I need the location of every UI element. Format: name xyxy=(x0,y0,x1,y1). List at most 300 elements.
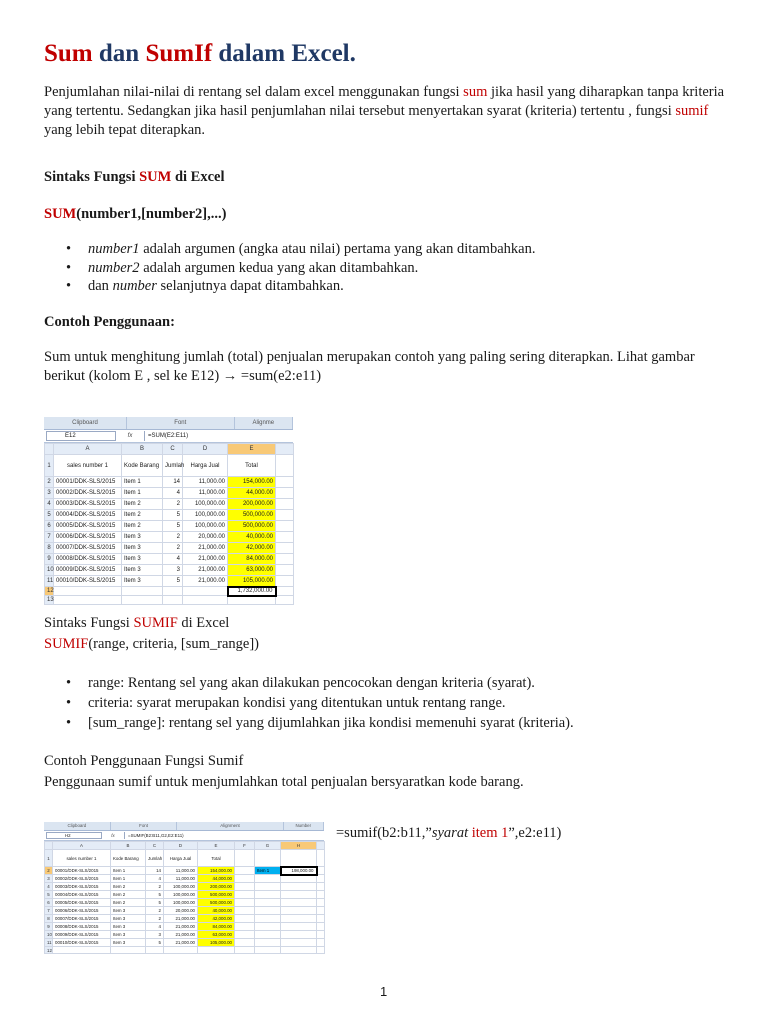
kode-barang-cell[interactable]: Item 1 xyxy=(111,875,146,883)
sum-syntax xyxy=(44,205,226,224)
cell[interactable] xyxy=(163,587,183,596)
column-header[interactable]: A xyxy=(53,842,111,850)
total-cell[interactable]: 84,000.00 xyxy=(198,923,235,931)
header-cell[interactable]: Total xyxy=(228,455,276,477)
kode-barang-cell[interactable]: Item 1 xyxy=(111,867,146,875)
table-row xyxy=(45,907,325,915)
total-cell[interactable]: 40,000.00 xyxy=(228,532,276,543)
header-cell[interactable]: Harga Jual xyxy=(183,455,228,477)
harga-jual-cell[interactable]: 100,000.00 xyxy=(164,883,198,891)
sales-number-cell[interactable]: 00002/DDK-SLS/2015 xyxy=(53,875,111,883)
column-header[interactable]: A xyxy=(54,444,122,455)
jumlah-cell[interactable]: 4 xyxy=(163,488,183,499)
cell[interactable] xyxy=(276,532,294,543)
sum-example-text xyxy=(44,348,734,386)
cell[interactable] xyxy=(281,883,317,891)
table-row xyxy=(45,499,294,510)
harga-jual-cell[interactable]: 11,000.00 xyxy=(164,867,198,875)
cell[interactable] xyxy=(54,587,122,596)
sales-number-cell[interactable]: 00002/DDK-SLS/2015 xyxy=(54,488,122,499)
sales-number-cell[interactable]: 00007/DDK-SLS/2015 xyxy=(53,915,111,923)
sumif-syntax-args: (range, criteria, [sum_range]) xyxy=(88,636,260,652)
header-cell[interactable]: sales number 1 xyxy=(54,455,122,477)
sales-number-cell[interactable]: 00009/DDK-SLS/2015 xyxy=(54,565,122,576)
harga-jual-cell[interactable]: 20,000.00 xyxy=(164,907,198,915)
cell[interactable] xyxy=(317,850,325,867)
jumlah-cell[interactable]: 4 xyxy=(146,875,164,883)
cell[interactable] xyxy=(281,907,317,915)
column-header[interactable]: E xyxy=(198,842,235,850)
harga-jual-cell[interactable]: 11,000.00 xyxy=(183,477,228,488)
row-header[interactable]: 6 xyxy=(45,521,54,532)
jumlah-cell[interactable]: 2 xyxy=(146,883,164,891)
table-row xyxy=(45,565,294,576)
cell[interactable] xyxy=(235,850,255,867)
sumif-example-text: Penggunaan sumif untuk menjumlahkan total penjualan bersyaratkan kode barang. xyxy=(44,774,524,790)
cell[interactable] xyxy=(276,521,294,532)
cell[interactable] xyxy=(317,939,325,947)
column-header[interactable]: D xyxy=(164,842,198,850)
table-row xyxy=(45,899,325,907)
kode-barang-cell[interactable]: Item 3 xyxy=(111,907,146,915)
arg-name: number2 xyxy=(88,259,140,276)
row-header[interactable]: 6 xyxy=(45,899,53,907)
harga-jual-cell[interactable]: 100,000.00 xyxy=(164,899,198,907)
cell[interactable] xyxy=(255,923,281,931)
row-header[interactable]: 13 xyxy=(45,596,54,605)
kode-barang-cell[interactable]: Item 1 xyxy=(122,477,163,488)
sheet-grid xyxy=(44,443,294,605)
sales-number-cell[interactable]: 00004/DDK-SLS/2015 xyxy=(54,510,122,521)
jumlah-cell[interactable]: 5 xyxy=(146,891,164,899)
column-header[interactable]: B xyxy=(122,444,163,455)
intro-sum-keyword: sum xyxy=(463,84,488,100)
kode-barang-cell[interactable]: Item 2 xyxy=(111,891,146,899)
header-cell[interactable]: Jumlah xyxy=(146,850,164,867)
formula-bar xyxy=(44,430,293,443)
row-header[interactable]: 2 xyxy=(45,867,53,875)
jumlah-cell[interactable]: 4 xyxy=(163,554,183,565)
cell[interactable] xyxy=(317,915,325,923)
formula-bar xyxy=(44,831,324,841)
page-number: 1 xyxy=(380,984,388,999)
cell[interactable] xyxy=(54,596,122,605)
fx-icon: fx xyxy=(127,433,133,439)
harga-jual-cell[interactable]: 11,000.00 xyxy=(164,875,198,883)
cell[interactable] xyxy=(255,915,281,923)
title-dan: dan xyxy=(98,40,140,67)
row-header[interactable]: 10 xyxy=(45,931,53,939)
jumlah-cell[interactable]: 3 xyxy=(163,565,183,576)
cell[interactable] xyxy=(317,867,325,875)
table-row xyxy=(45,891,325,899)
cell[interactable] xyxy=(235,899,255,907)
jumlah-cell[interactable]: 2 xyxy=(163,532,183,543)
page-title xyxy=(44,40,356,68)
total-cell[interactable]: 500,000.00 xyxy=(228,521,276,532)
harga-jual-cell[interactable]: 100,000.00 xyxy=(183,499,228,510)
harga-jual-cell[interactable]: 21,000.00 xyxy=(164,923,198,931)
cell[interactable] xyxy=(235,891,255,899)
harga-jual-cell[interactable]: 100,000.00 xyxy=(164,891,198,899)
sales-number-cell[interactable]: 00009/DDK-SLS/2015 xyxy=(53,931,111,939)
total-cell[interactable]: 500,000.00 xyxy=(198,891,235,899)
total-cell[interactable]: 63,000.00 xyxy=(228,565,276,576)
row-header[interactable]: 4 xyxy=(45,883,53,891)
name-box[interactable]: E12 xyxy=(46,431,116,441)
cell[interactable] xyxy=(281,915,317,923)
row-header[interactable]: 8 xyxy=(45,543,54,554)
sumif-heading-pre: Sintaks Fungsi xyxy=(44,615,130,631)
cell[interactable] xyxy=(255,939,281,947)
cell[interactable] xyxy=(235,907,255,915)
row-header[interactable]: 3 xyxy=(45,488,54,499)
total-cell[interactable]: 105,000.00 xyxy=(228,576,276,587)
sales-number-cell[interactable]: 00001/DDK-SLS/2015 xyxy=(54,477,122,488)
jumlah-cell[interactable]: 4 xyxy=(146,923,164,931)
cell[interactable] xyxy=(183,587,228,596)
cell[interactable] xyxy=(235,875,255,883)
row-header[interactable]: 12 xyxy=(45,947,53,954)
harga-jual-cell[interactable]: 21,000.00 xyxy=(183,543,228,554)
cell[interactable] xyxy=(276,455,294,477)
jumlah-cell[interactable]: 5 xyxy=(163,521,183,532)
sumif-syntax xyxy=(44,635,259,654)
column-header[interactable]: B xyxy=(111,842,146,850)
formula-input[interactable]: =SUM(E2:E11) xyxy=(144,431,293,441)
sales-number-cell[interactable]: 00010/DDK-SLS/2015 xyxy=(53,939,111,947)
table-row xyxy=(45,488,294,499)
jumlah-cell[interactable]: 5 xyxy=(146,939,164,947)
row-header[interactable]: 5 xyxy=(45,510,54,521)
column-header[interactable]: F xyxy=(235,842,255,850)
table-row xyxy=(45,923,325,931)
cell[interactable] xyxy=(198,947,235,954)
ribbon-font: Font xyxy=(127,417,235,429)
ribbon-alignment: Alignme xyxy=(235,417,293,429)
kode-barang-cell[interactable]: Item 1 xyxy=(122,488,163,499)
row-header[interactable]: 11 xyxy=(45,576,54,587)
formula-syarat: syarat xyxy=(431,825,469,841)
ribbon-group-bar xyxy=(44,417,293,430)
name-box[interactable]: H2 xyxy=(46,832,102,839)
kode-barang-cell[interactable]: Item 3 xyxy=(122,554,163,565)
criteria-cell[interactable]: Item 1 xyxy=(255,867,281,875)
sales-number-cell[interactable]: 00003/DDK-SLS/2015 xyxy=(53,883,111,891)
cell[interactable] xyxy=(281,891,317,899)
table-row xyxy=(45,510,294,521)
arrow-icon: → xyxy=(222,368,238,384)
header-cell[interactable]: sales number 1 xyxy=(53,850,111,867)
harga-jual-cell[interactable]: 21,000.00 xyxy=(164,931,198,939)
kode-barang-cell[interactable]: Item 3 xyxy=(111,931,146,939)
harga-jual-cell[interactable]: 100,000.00 xyxy=(183,521,228,532)
sum-syntax-heading xyxy=(44,168,225,187)
formula-input[interactable]: =SUMIF(B2:B11,G2,E2:E11) xyxy=(124,832,324,839)
column-header[interactable]: G xyxy=(255,842,281,850)
cell[interactable] xyxy=(276,596,294,605)
cell[interactable] xyxy=(122,596,163,605)
total-cell[interactable]: 40,000.00 xyxy=(198,907,235,915)
jumlah-cell[interactable]: 2 xyxy=(163,499,183,510)
sales-number-cell[interactable]: 00006/DDK-SLS/2015 xyxy=(53,907,111,915)
sumif-heading-fn: SUMIF xyxy=(133,615,178,631)
cell[interactable] xyxy=(317,891,325,899)
table-row xyxy=(45,576,294,587)
jumlah-cell[interactable]: 2 xyxy=(163,543,183,554)
total-cell[interactable]: 1,732,000.00 xyxy=(228,587,276,596)
cell[interactable] xyxy=(53,947,111,954)
cell[interactable] xyxy=(164,947,198,954)
total-cell[interactable]: 84,000.00 xyxy=(228,554,276,565)
total-cell[interactable]: 105,000.00 xyxy=(198,939,235,947)
cell[interactable] xyxy=(281,875,317,883)
cell[interactable] xyxy=(255,875,281,883)
column-header[interactable] xyxy=(276,444,294,455)
jumlah-cell[interactable]: 2 xyxy=(146,915,164,923)
formula-post: ”,e2:e11) xyxy=(508,825,562,841)
sales-number-cell[interactable]: 00004/DDK-SLS/2015 xyxy=(53,891,111,899)
arg-desc: adalah argumen kedua yang akan ditambahkan. xyxy=(139,259,419,276)
cell[interactable] xyxy=(281,931,317,939)
cell[interactable] xyxy=(146,947,164,954)
kode-barang-cell[interactable]: Item 3 xyxy=(122,576,163,587)
total-cell[interactable]: 154,000.00 xyxy=(198,867,235,875)
sum-heading-fn: SUM xyxy=(139,169,172,185)
sum-example-heading: Contoh Penggunaan: xyxy=(44,314,175,330)
cell[interactable] xyxy=(183,596,228,605)
row-header[interactable]: 7 xyxy=(45,532,54,543)
title-sumif: SumIf xyxy=(145,40,213,67)
cell[interactable] xyxy=(317,947,325,954)
jumlah-cell[interactable]: 3 xyxy=(146,931,164,939)
cell[interactable] xyxy=(235,867,255,875)
cell[interactable] xyxy=(276,565,294,576)
row-header[interactable]: 1 xyxy=(45,850,53,867)
cell[interactable] xyxy=(163,596,183,605)
cell[interactable] xyxy=(111,947,146,954)
cell[interactable] xyxy=(317,875,325,883)
harga-jual-cell[interactable]: 21,000.00 xyxy=(183,554,228,565)
header-cell[interactable]: Kode Barang xyxy=(111,850,146,867)
jumlah-cell[interactable]: 5 xyxy=(163,576,183,587)
row-header[interactable]: 12 xyxy=(45,587,54,596)
cell[interactable] xyxy=(235,915,255,923)
total-cell[interactable]: 500,000.00 xyxy=(228,510,276,521)
cell[interactable] xyxy=(281,923,317,931)
column-header[interactable]: C xyxy=(163,444,183,455)
total-cell[interactable]: 200,000.00 xyxy=(198,883,235,891)
sales-number-cell[interactable]: 00007/DDK-SLS/2015 xyxy=(54,543,122,554)
cell[interactable] xyxy=(235,931,255,939)
row-header[interactable]: 4 xyxy=(45,499,54,510)
kode-barang-cell[interactable]: Item 2 xyxy=(122,521,163,532)
cell[interactable] xyxy=(281,939,317,947)
cell[interactable] xyxy=(235,883,255,891)
total-cell[interactable]: 44,000.00 xyxy=(198,875,235,883)
cell[interactable] xyxy=(255,891,281,899)
cell[interactable] xyxy=(276,543,294,554)
list-item xyxy=(44,259,734,278)
sumif-result-cell[interactable]: 198,000.00 xyxy=(281,867,317,875)
cell[interactable] xyxy=(255,931,281,939)
cell[interactable] xyxy=(276,477,294,488)
cell[interactable] xyxy=(281,899,317,907)
total-cell[interactable]: 63,000.00 xyxy=(198,931,235,939)
list-item: • [sum_range]: rentang sel yang dijumlahkan jika kondisi memenuhi syarat (kriteria). xyxy=(44,713,734,733)
table-row xyxy=(45,521,294,532)
cell[interactable] xyxy=(281,850,317,867)
sales-number-cell[interactable]: 00010/DDK-SLS/2015 xyxy=(54,576,122,587)
sales-number-cell[interactable]: 00008/DDK-SLS/2015 xyxy=(54,554,122,565)
row-header[interactable]: 7 xyxy=(45,907,53,915)
sumif-heading-post: di Excel xyxy=(181,615,230,631)
jumlah-cell[interactable]: 5 xyxy=(163,510,183,521)
row-header[interactable]: 8 xyxy=(45,915,53,923)
header-cell[interactable]: Jumlah xyxy=(163,455,183,477)
kode-barang-cell[interactable]: Item 2 xyxy=(111,883,146,891)
jumlah-cell[interactable]: 5 xyxy=(146,899,164,907)
row-header[interactable]: 5 xyxy=(45,891,53,899)
ribbon-font: Font xyxy=(111,822,178,830)
sum-syntax-args: (number1,[number2],...) xyxy=(76,206,227,222)
sales-number-cell[interactable]: 00001/DDK-SLS/2015 xyxy=(53,867,111,875)
cell[interactable] xyxy=(317,883,325,891)
row-header[interactable]: 9 xyxy=(45,554,54,565)
jumlah-cell[interactable]: 2 xyxy=(146,907,164,915)
column-header[interactable]: D xyxy=(183,444,228,455)
harga-jual-cell[interactable]: 21,000.00 xyxy=(183,565,228,576)
column-header[interactable]: C xyxy=(146,842,164,850)
header-cell[interactable]: Harga Jual xyxy=(164,850,198,867)
cell[interactable] xyxy=(235,947,255,954)
cell[interactable] xyxy=(235,923,255,931)
jumlah-cell[interactable]: 14 xyxy=(146,867,164,875)
arg-desc: selanjutnya dapat ditambahkan. xyxy=(156,278,344,294)
total-cell[interactable]: 500,000.00 xyxy=(198,899,235,907)
kode-barang-cell[interactable]: Item 3 xyxy=(111,923,146,931)
row-header[interactable]: 3 xyxy=(45,875,53,883)
intro-text-1: Penjumlahan nilai-nilai di rentang sel dalam excel menggunakan fungsi xyxy=(44,84,460,100)
cell[interactable] xyxy=(317,899,325,907)
title-sum: Sum xyxy=(44,40,93,67)
kode-barang-cell[interactable]: Item 2 xyxy=(111,899,146,907)
sum-syntax-fn: SUM xyxy=(44,206,77,222)
intro-sumif-keyword: sumif xyxy=(675,103,709,119)
table-row xyxy=(45,931,325,939)
sum-spreadsheet-screenshot xyxy=(44,417,293,603)
cell[interactable] xyxy=(281,947,317,954)
table-row xyxy=(45,915,325,923)
cell[interactable] xyxy=(235,939,255,947)
total-cell[interactable]: 42,000.00 xyxy=(228,543,276,554)
title-rest: dalam Excel. xyxy=(218,40,356,67)
row-header[interactable]: 9 xyxy=(45,923,53,931)
harga-jual-cell[interactable]: 21,000.00 xyxy=(164,939,198,947)
cell[interactable] xyxy=(276,499,294,510)
sumif-example-formula xyxy=(336,824,561,843)
jumlah-cell[interactable]: 14 xyxy=(163,477,183,488)
total-cell[interactable]: 42,000.00 xyxy=(198,915,235,923)
kode-barang-cell[interactable]: Item 3 xyxy=(122,543,163,554)
sheet-grid xyxy=(44,841,325,954)
table-row xyxy=(45,477,294,488)
cell[interactable] xyxy=(255,907,281,915)
cell[interactable] xyxy=(276,587,294,596)
sumif-argument-list xyxy=(44,673,734,733)
kode-barang-cell[interactable]: Item 3 xyxy=(122,565,163,576)
kode-barang-cell[interactable]: Item 2 xyxy=(122,499,163,510)
cell[interactable] xyxy=(255,850,281,867)
cell[interactable] xyxy=(255,899,281,907)
total-cell[interactable]: 44,000.00 xyxy=(228,488,276,499)
row-header[interactable]: 10 xyxy=(45,565,54,576)
sum-example-formula: =sum(e2:e11) xyxy=(240,368,322,384)
formula-pre: =sumif(b2:b11,” xyxy=(336,825,432,841)
table-row xyxy=(45,883,325,891)
column-header[interactable] xyxy=(317,842,325,850)
sum-heading-pre: Sintaks Fungsi xyxy=(44,169,136,185)
sales-number-cell[interactable]: 00008/DDK-SLS/2015 xyxy=(53,923,111,931)
harga-jual-cell[interactable]: 21,000.00 xyxy=(164,915,198,923)
cell[interactable] xyxy=(122,587,163,596)
row-header[interactable]: 1 xyxy=(45,455,54,477)
cell[interactable] xyxy=(317,923,325,931)
ribbon-group-bar xyxy=(44,822,324,831)
kode-barang-cell[interactable]: Item 2 xyxy=(122,510,163,521)
kode-barang-cell[interactable]: Item 3 xyxy=(122,532,163,543)
column-header[interactable]: E xyxy=(228,444,276,455)
sales-number-cell[interactable]: 00003/DDK-SLS/2015 xyxy=(54,499,122,510)
sales-number-cell[interactable]: 00005/DDK-SLS/2015 xyxy=(53,899,111,907)
sales-number-cell[interactable]: 00005/DDK-SLS/2015 xyxy=(54,521,122,532)
intro-text-3: yang lebih tepat diterapkan. xyxy=(44,122,206,138)
sum-example-body: Sum untuk menghitung jumlah (total) penjualan merupakan contoh yang paling sering diterapkan. Lihat gambar berikut (kolom E , sel ke E12) xyxy=(44,349,695,384)
table-row xyxy=(45,867,325,875)
cell[interactable] xyxy=(317,931,325,939)
column-header[interactable]: H xyxy=(281,842,317,850)
cell[interactable] xyxy=(255,947,281,954)
row-header[interactable]: 2 xyxy=(45,477,54,488)
cell[interactable] xyxy=(276,488,294,499)
cell[interactable] xyxy=(276,554,294,565)
row-header[interactable]: 11 xyxy=(45,939,53,947)
kode-barang-cell[interactable]: Item 3 xyxy=(111,939,146,947)
formula-item: item 1 xyxy=(471,825,509,841)
total-cell[interactable]: 200,000.00 xyxy=(228,499,276,510)
kode-barang-cell[interactable]: Item 3 xyxy=(111,915,146,923)
cell[interactable] xyxy=(276,510,294,521)
sales-number-cell[interactable]: 00006/DDK-SLS/2015 xyxy=(54,532,122,543)
cell[interactable] xyxy=(317,907,325,915)
harga-jual-cell[interactable]: 11,000.00 xyxy=(183,488,228,499)
list-item: • criteria: syarat merupakan kondisi yang ditentukan untuk rentang range. xyxy=(44,693,734,713)
harga-jual-cell[interactable]: 21,000.00 xyxy=(183,576,228,587)
harga-jual-cell[interactable]: 20,000.00 xyxy=(183,532,228,543)
corner-cell[interactable] xyxy=(45,842,53,850)
cell[interactable] xyxy=(276,576,294,587)
harga-jual-cell[interactable]: 100,000.00 xyxy=(183,510,228,521)
arg-name: number1 xyxy=(88,241,140,257)
ribbon-alignment: Alignment xyxy=(177,822,283,830)
header-cell[interactable]: Total xyxy=(198,850,235,867)
header-cell[interactable]: Kode Barang xyxy=(122,455,163,477)
sumif-syntax-heading xyxy=(44,614,229,633)
total-cell[interactable]: 154,000.00 xyxy=(228,477,276,488)
cell[interactable] xyxy=(255,883,281,891)
cell[interactable] xyxy=(228,596,276,605)
corner-cell[interactable] xyxy=(45,444,54,455)
